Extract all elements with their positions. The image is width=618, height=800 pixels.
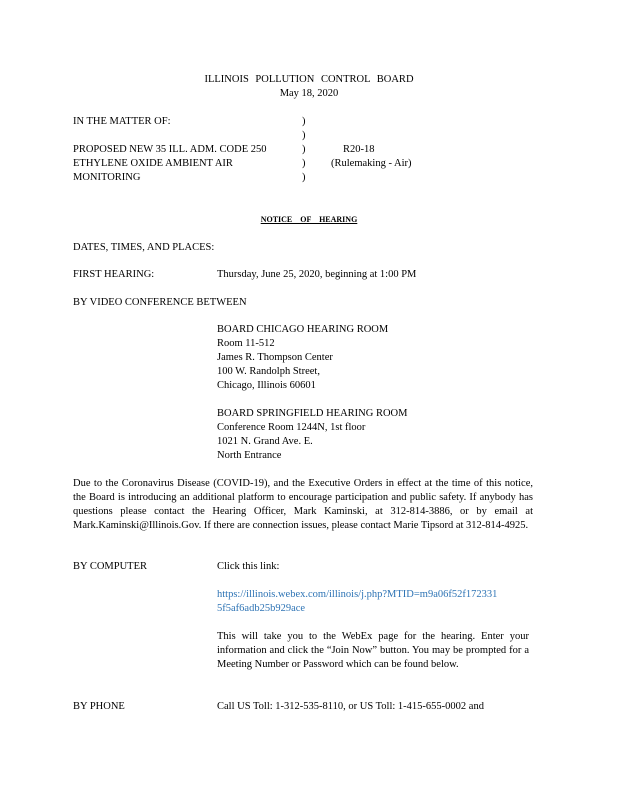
computer-paragraph: This will take you to the WebEx page for the hearing. Enter your information and click the “Join Now” button. You may be prompted for a Meeting Number or Password which can be found below. bbox=[217, 631, 529, 670]
dates-heading: DATES, TIMES, AND PLACES: bbox=[73, 242, 215, 253]
document-date: May 18, 2020 bbox=[279, 88, 339, 99]
webex-link-line-2[interactable]: 5f5af6adb25b929ace bbox=[217, 603, 306, 614]
chicago-line: Chicago, Illinois 60601 bbox=[217, 380, 316, 391]
computer-instruction: Click this link: bbox=[217, 561, 280, 572]
chicago-line: Room 11-512 bbox=[217, 338, 275, 349]
chicago-line: BOARD CHICAGO HEARING ROOM bbox=[217, 324, 389, 335]
springfield-line: Conference Room 1244N, 1st floor bbox=[217, 422, 366, 433]
first-hearing-label: FIRST HEARING: bbox=[73, 269, 155, 280]
chicago-line: 100 W. Randolph Street, bbox=[217, 366, 320, 377]
caption-bracket: ) bbox=[302, 144, 306, 155]
phone-value: Call US Toll: 1-312-535-8110, or US Toll: 1-415-655-0002 and bbox=[217, 701, 484, 712]
caption-line-3: MONITORING bbox=[73, 172, 141, 183]
chicago-line: James R. Thompson Center bbox=[217, 352, 333, 363]
caption-bracket: ) bbox=[302, 158, 306, 169]
springfield-line: North Entrance bbox=[217, 450, 282, 461]
springfield-line: BOARD SPRINGFIELD HEARING ROOM bbox=[217, 408, 408, 419]
springfield-line: 1021 N. Grand Ave. E. bbox=[217, 436, 313, 447]
computer-label: BY COMPUTER bbox=[73, 561, 147, 572]
caption-bracket: ) bbox=[302, 172, 306, 183]
matter-label: IN THE MATTER OF: bbox=[73, 116, 171, 127]
docket-number: R20-18 bbox=[343, 144, 375, 155]
caption-line-2: ETHYLENE OXIDE AMBIENT AIR bbox=[73, 158, 233, 169]
caption-bracket: ) bbox=[302, 130, 306, 141]
caption-bracket: ) bbox=[302, 116, 306, 127]
docket-type: (Rulemaking - Air) bbox=[331, 158, 412, 169]
webex-link-line-1[interactable]: https://illinois.webex.com/illinois/j.php?MTID=m9a06f52f172331 bbox=[217, 589, 498, 600]
first-hearing-value: Thursday, June 25, 2020, beginning at 1:00 PM bbox=[217, 269, 417, 280]
chicago-location bbox=[217, 323, 388, 393]
caption-line-1: PROPOSED NEW 35 ILL. ADM. CODE 250 bbox=[73, 144, 267, 155]
webex-link[interactable] bbox=[217, 588, 497, 616]
springfield-location bbox=[217, 407, 407, 463]
covid-paragraph: Due to the Coronavirus Disease (COVID-19), and the Executive Orders in effect at the time of this notice, the Board is introducing an additional platform to encourage participation and public safety. If anybody has questions please contact the Hearing Officer, Mark Kaminski, at 312-814-3886, or by email at Mark.Kaminski@Illinois.Gov. If there are connection issues, please contact Marie Tipsord at 312-814-4925. bbox=[73, 478, 533, 531]
phone-label: BY PHONE bbox=[73, 701, 125, 712]
notice-title: NOTICE OF HEARING bbox=[260, 215, 358, 224]
agency-title: ILLINOIS POLLUTION CONTROL BOARD bbox=[204, 74, 414, 85]
video-conference-label: BY VIDEO CONFERENCE BETWEEN bbox=[73, 297, 247, 308]
